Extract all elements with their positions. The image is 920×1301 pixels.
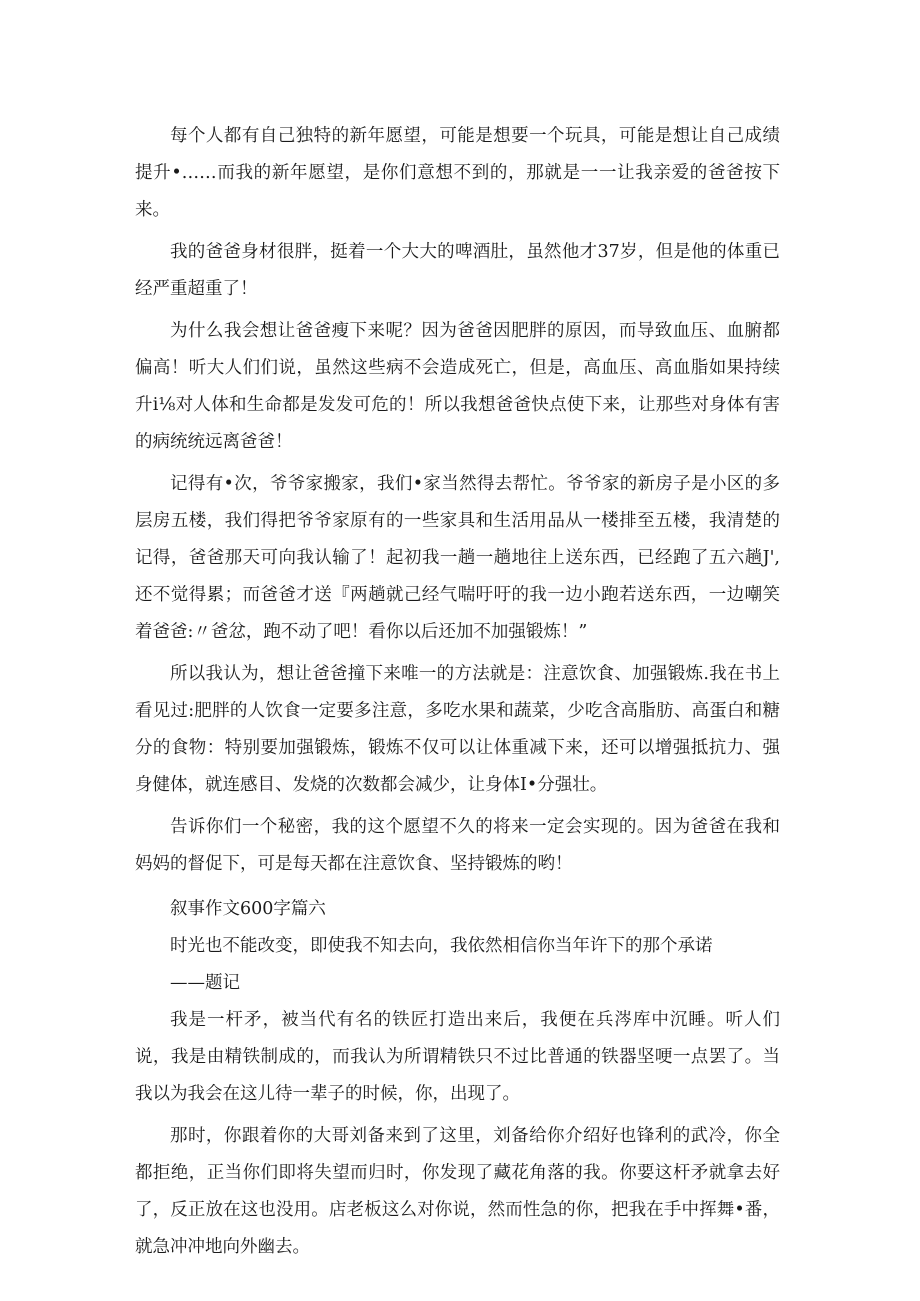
epigraph: 时光也不能改变，即使我不知去向，我依然相信你当年许下的那个承诺 <box>170 936 713 956</box>
paragraph: 所以我认为，想让爸爸撞下来唯一的方法就是：注意饮食、加强锻炼.我在书上看见过:肥胖的人饮食一定要多注意，多吃水果和蔬菜，少吃含高脂肪、高蛋白和糖分的食物：特别要加强锻炼，锻炼不仅可以让体重减下来，还可以增强抵抗力、强身健体，就连感目、发烧的次数都会减少，让身体I•分强壮。 <box>135 664 780 795</box>
paragraph: 那时，你跟着你的大哥刘备来到了这里，刘备给你介绍好也锋利的武冷，你全都拒绝，正当你们即将失望而归时，你发现了藏花角落的我。你要这杆矛就拿去好了，反正放在这也没用。店老板这么对你说，然而性急的你，把我在手中挥舞•番，就急冲冲地向外幽去。 <box>135 1126 780 1257</box>
section-title: 叙事作文600字篇六 <box>170 899 326 919</box>
paragraph: 我的爸爸身材很胖，挺着一个大大的啤酒肚，虽然他才37岁，但是他的体重已经严重超重了！ <box>135 242 780 299</box>
paragraph: 为什么我会想让爸爸瘦下来呢？因为爸爸因肥胖的原因，而导致血压、血腑都偏高！听大人们们说，虽然这些病不会造成死亡，但是，高血压、高血脂如果持续升i⅛对人体和生命都是发发可危的！所以我想爸爸快点使下来，让那些对身体有害的病统统远离爸爸！ <box>135 321 780 452</box>
paragraph: 每个人都有自己独特的新年愿望，可能是想要一个玩具，可能是想让自己成绩提升•……而我的新年愿望，是你们意想不到的，那就是一一让我亲爱的爸爸按下来。 <box>135 126 780 220</box>
epigraph-note: ——题记 <box>170 973 240 993</box>
paragraph: 记得有•次，爷爷家搬家，我们•家当然得去帮忙。爷爷家的新房子是小区的多层房五楼，我们得把爷爷家原有的一些家具和生活用品从一楼排至五楼，我清楚的记得，爸爸那天可向我认输了！起初我一趟一趟地往上送东西，已经跑了五六趟J',还不觉得累；而爸爸才送『两趟就己经气喘吁吁的我一边小跑若送东西，一边嘲笑着爸爸:〃爸忿，跑不动了吧！看你以后还加不加强锻炼！” <box>135 474 780 642</box>
paragraph: 我是一杆矛，被当代有名的铁匠打造出来后，我便在兵涔库中沉睡。听人们说，我是由精铁制成的，而我认为所谓精铁只不过比普通的铁器坚哽一点罢了。当我以为我会在这儿待一辈子的时候，你，出现了。 <box>135 1010 780 1104</box>
document-body <box>135 118 780 1271</box>
paragraph: 告诉你们一个秘密，我的这个愿望不久的将来一定会实现的。因为爸爸在我和妈妈的督促下，可是每天都在注意饮食、坚持锻炼的哟！ <box>135 817 780 874</box>
